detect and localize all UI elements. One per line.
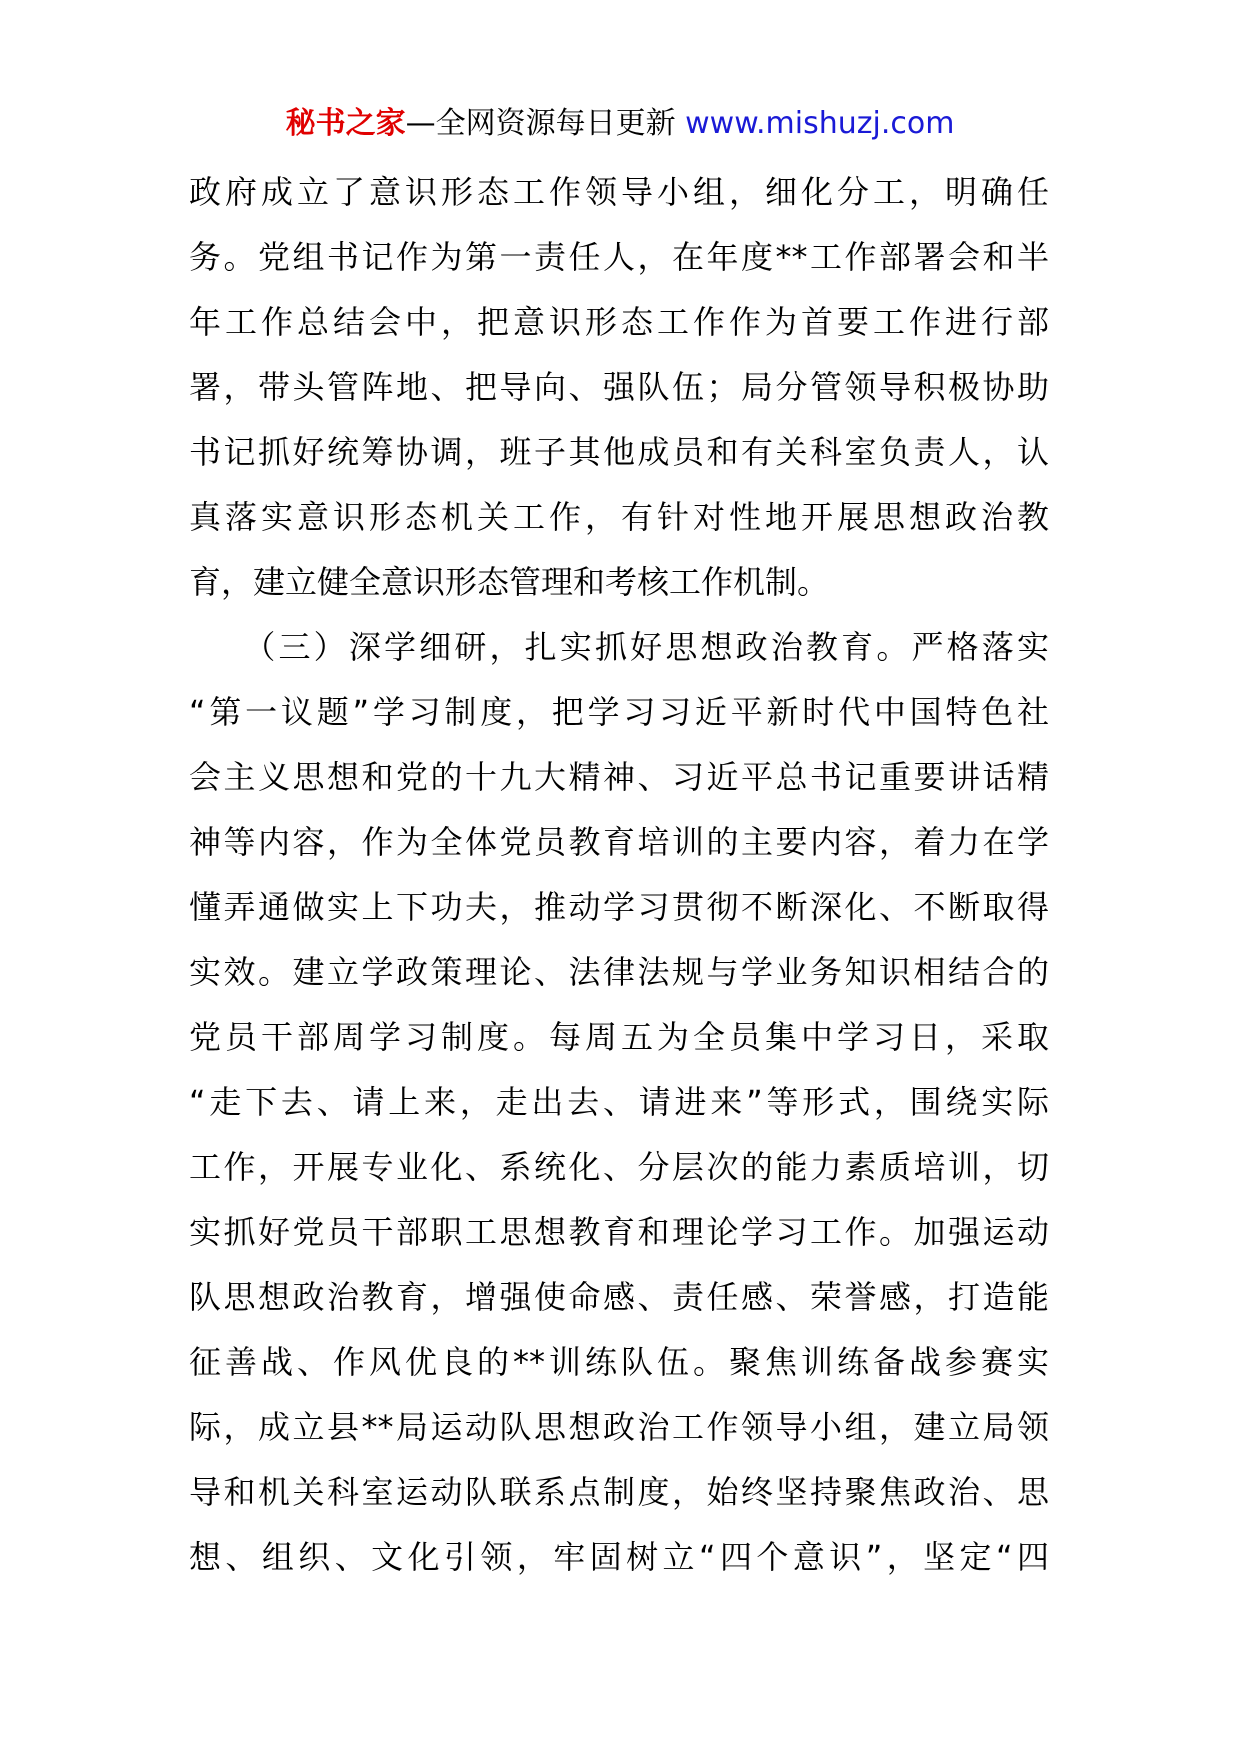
text-line: 际，成立县**局运动队思想政治工作领导小组，建立局领	[189, 1408, 1049, 1446]
paragraph-end-line: 育，建立健全意识形态管理和考核工作机制。	[189, 563, 830, 601]
text-line: 队思想政治教育，增强使命感、责任感、荣誉感，打造能	[189, 1278, 1049, 1316]
text-line: 征善战、作风优良的**训练队伍。聚焦训练备战参赛实	[189, 1343, 1049, 1381]
text-line: 党员干部周学习制度。每周五为全员集中学习日，采取	[189, 1018, 1049, 1056]
brand-name: 秘书之家	[285, 106, 406, 141]
text-line: “走下去、请上来，走出去、请进来”等形式，围绕实际	[189, 1083, 1049, 1121]
text-line: 想、组织、文化引领，牢固树立“四个意识”，坚定“四	[189, 1538, 1049, 1576]
text-line: 工作，开展专业化、系统化、分层次的能力素质培训，切	[189, 1148, 1049, 1186]
site-url-link[interactable]: www.mishuzj.com	[685, 106, 955, 141]
text-line: 实效。建立学政策理论、法律法规与学业务知识相结合的	[189, 953, 1049, 991]
text-line: “第一议题”学习制度，把学习习近平新时代中国特色社	[189, 693, 1049, 731]
text-line: 导和机关科室运动队联系点制度，始终坚持聚焦政治、思	[189, 1473, 1049, 1511]
text-line: 署，带头管阵地、把导向、强队伍；局分管领导积极协助	[189, 368, 1049, 406]
document-body	[189, 160, 1049, 1590]
section-heading-line: （三）深学细研，扎实抓好思想政治教育。严格落实	[189, 628, 1049, 666]
text-line: 实抓好党员干部职工思想教育和理论学习工作。加强运动	[189, 1213, 1049, 1251]
text-line: 懂弄通做实上下功夫，推动学习贯彻不断深化、不断取得	[189, 888, 1049, 926]
text-line: 书记抓好统筹协调，班子其他成员和有关科室负责人，认	[189, 433, 1049, 471]
header-tagline: —全网资源每日更新	[405, 106, 686, 141]
text-line: 年工作总结会中，把意识形态工作作为首要工作进行部	[189, 303, 1049, 341]
text-line: 务。党组书记作为第一责任人，在年度**工作部署会和半	[189, 238, 1049, 276]
site-header	[0, 100, 1240, 148]
text-line: 会主义思想和党的十九大精神、习近平总书记重要讲话精	[189, 758, 1049, 796]
text-line: 政府成立了意识形态工作领导小组，细化分工，明确任	[189, 173, 1049, 211]
text-line: 真落实意识形态机关工作，有针对性地开展思想政治教	[189, 498, 1049, 536]
text-line: 神等内容，作为全体党员教育培训的主要内容，着力在学	[189, 823, 1049, 861]
